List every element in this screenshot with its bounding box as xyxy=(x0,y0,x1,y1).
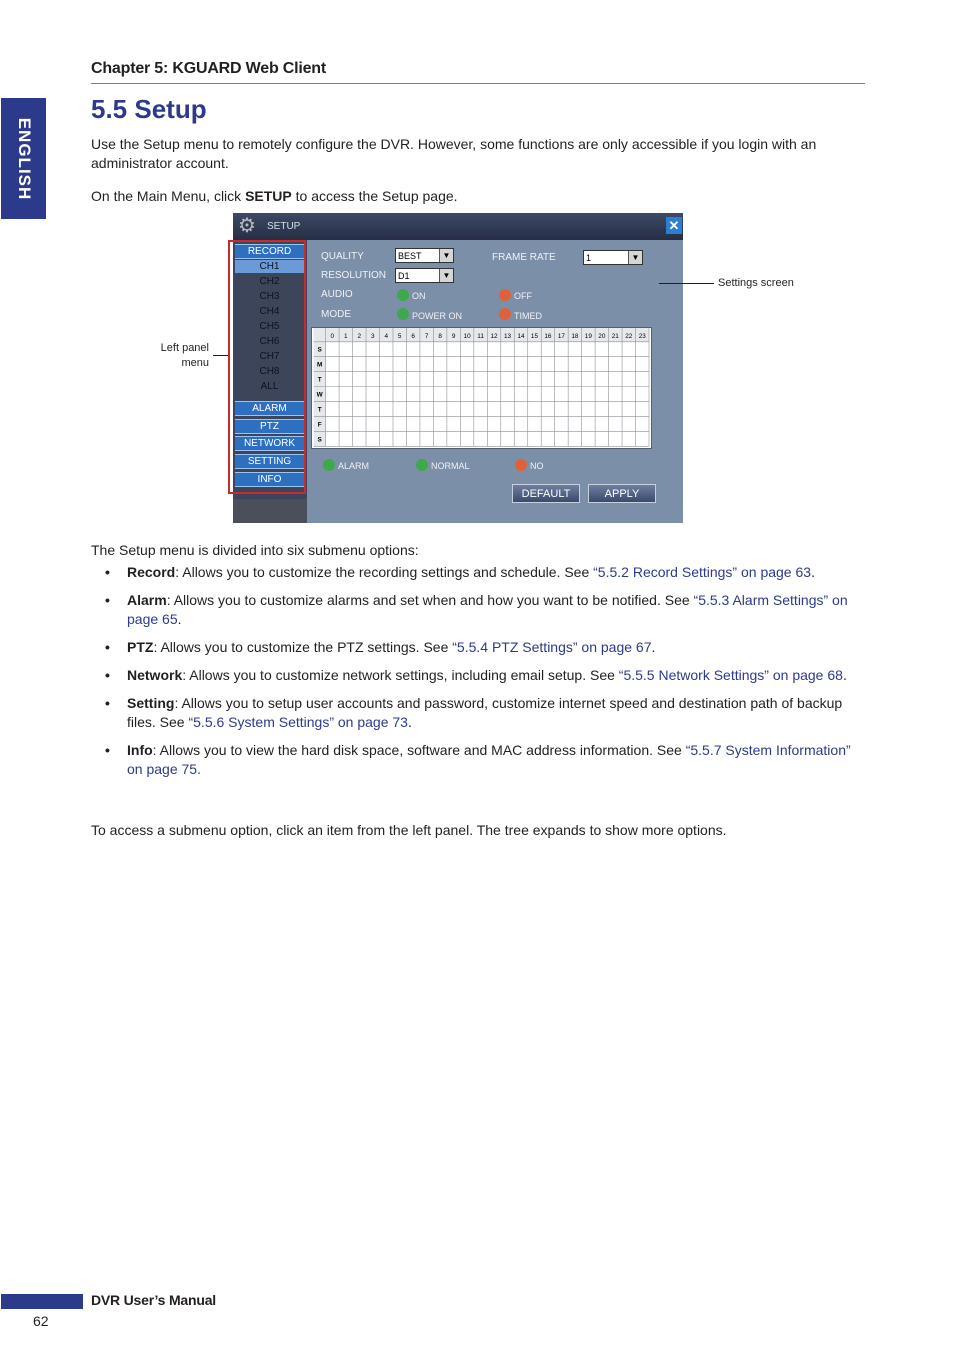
left-panel-callout-line2: menu xyxy=(181,357,209,369)
menu-ch1[interactable]: CH1 xyxy=(235,260,304,273)
close-button[interactable]: ✕ xyxy=(666,217,682,234)
bullet-end: . xyxy=(811,564,815,580)
left-panel-callout-line1: Left panel xyxy=(160,342,209,354)
quality-select[interactable] xyxy=(395,248,454,263)
menu-ch2[interactable]: CH2 xyxy=(259,276,280,287)
left-panel-callout-line xyxy=(213,355,228,356)
bullet-link[interactable]: “5.5.6 System Settings” on page 73 xyxy=(188,714,408,730)
grid-hour-label: 14 xyxy=(517,332,525,340)
menu-all[interactable]: ALL xyxy=(260,381,279,392)
gear-icon: ⚙ xyxy=(238,215,256,237)
bullet-text: : Allows you to setup user accounts and password, customize internet speed and destination path of backup files. See xyxy=(127,695,843,730)
mode-timed-radio-icon[interactable] xyxy=(499,308,511,320)
frame-rate-value: 1 xyxy=(586,253,592,263)
section-title: 5.5 Setup xyxy=(91,94,207,124)
grid-day-label: F xyxy=(317,421,322,429)
legend-normal-icon xyxy=(416,459,428,471)
mode-power-on-radio-icon[interactable] xyxy=(397,308,409,320)
menu-network[interactable]: NETWORK xyxy=(235,436,304,451)
legend-normal-label: NORMAL xyxy=(431,461,470,471)
frame-rate-label: FRAME RATE xyxy=(492,252,556,263)
grid-hour-label: 12 xyxy=(490,332,498,340)
frame-rate-select[interactable] xyxy=(583,250,643,265)
bullet-end: . xyxy=(177,611,182,627)
chevron-down-icon: ▼ xyxy=(628,251,642,264)
instruction-suffix: to access the Setup page. xyxy=(291,188,458,204)
bullet-term: Setting xyxy=(127,695,175,711)
audio-off-radio-icon[interactable] xyxy=(499,289,511,301)
grid-day-label: T xyxy=(317,376,322,384)
bullet-term: Alarm xyxy=(127,592,167,608)
left-panel-highlight xyxy=(228,240,306,494)
menu-ch3[interactable]: CH3 xyxy=(259,291,280,302)
chevron-down-icon: ▼ xyxy=(439,249,453,262)
window-title: SETUP xyxy=(267,221,301,232)
side-tab-label: ENGLISH xyxy=(14,117,34,200)
grid-hour-label: 10 xyxy=(463,332,471,340)
grid-hour-label: 3 xyxy=(370,332,375,340)
grid-day-label: S xyxy=(317,436,322,444)
grid-hour-label: 0 xyxy=(330,332,335,340)
bullet-text: : Allows you to customize the PTZ settings. See xyxy=(153,639,453,655)
grid-hour-label: 9 xyxy=(451,332,456,340)
chapter-rule xyxy=(91,83,865,84)
menu-ch8[interactable]: CH8 xyxy=(259,366,280,377)
chevron-down-icon: ▼ xyxy=(439,269,453,282)
grid-hour-label: 17 xyxy=(557,332,565,340)
grid-day-label: M xyxy=(317,361,323,369)
menu-ch5[interactable]: CH5 xyxy=(259,321,280,332)
menu-ch7[interactable]: CH7 xyxy=(259,351,280,362)
left-panel-callout xyxy=(140,341,209,371)
grid-hour-label: 6 xyxy=(411,332,415,340)
list-item: • Info: Allows you to view the hard disk space, software and MAC address information. See “5.5.7 System Information” on page 75. xyxy=(105,742,851,777)
legend-no-label: NO xyxy=(530,461,544,471)
mode-power-on-label: POWER ON xyxy=(412,311,463,321)
legend-alarm-label: ALARM xyxy=(338,461,370,471)
bullet-link[interactable]: “5.5.4 PTZ Settings” on page 67 xyxy=(452,639,652,655)
default-button[interactable]: DEFAULT xyxy=(512,484,580,503)
bullet-text: : Allows you to customize alarms and set when and how you want to be notified. See xyxy=(166,592,694,608)
menu-info[interactable]: INFO xyxy=(235,472,304,487)
closing-paragraph: To access a submenu option, click an item from the left panel. The tree expands to show more options. xyxy=(91,822,727,838)
grid-hour-label: 8 xyxy=(438,332,442,340)
legend-no-icon xyxy=(515,459,527,471)
grid-hour-label: 20 xyxy=(598,332,606,340)
menu-ptz[interactable]: PTZ xyxy=(235,419,304,434)
settings-callout-line xyxy=(659,283,714,284)
bullet-text: : Allows you to view the hard disk space, software and MAC address information. See xyxy=(152,742,686,758)
grid-day-label: S xyxy=(317,346,322,354)
bullet-text: : Allows you to customize the recording settings and schedule. See xyxy=(175,564,594,580)
bullet-link[interactable]: “5.5.2 Record Settings” on page 63 xyxy=(593,564,812,580)
instruction-prefix: On the Main Menu, click xyxy=(91,188,246,204)
list-item: • Record: Allows you to customize the recording settings and schedule. See “5.5.2 Record Settings” on page 63. xyxy=(105,564,815,580)
instruction-bold: SETUP xyxy=(245,188,292,204)
menu-record[interactable]: RECORD xyxy=(235,244,304,259)
bullet-term: PTZ xyxy=(127,639,154,655)
list-item: • Setting: Allows you to setup user accounts and password, customize internet speed and destination path of backup files. See “5.5.6 System Settings” on page 73. xyxy=(105,695,843,730)
grid-hour-label: 11 xyxy=(477,332,484,340)
grid-hour-label: 1 xyxy=(344,332,348,340)
bullet-end: . xyxy=(407,714,412,730)
intro-paragraph: Use the Setup menu to remotely configure the DVR. However, some functions are only accessible if you login with an administrator account. xyxy=(91,136,817,171)
footer-manual-title: DVR User’s Manual xyxy=(91,1292,216,1308)
apply-button[interactable]: APPLY xyxy=(588,484,656,503)
mode-timed-label: TIMED xyxy=(514,311,542,321)
menu-ch4[interactable]: CH4 xyxy=(259,306,280,317)
audio-off-label: OFF xyxy=(514,291,532,301)
language-side-tab xyxy=(1,98,46,219)
chapter-heading: Chapter 5: KGUARD Web Client xyxy=(91,60,327,77)
legend-alarm-icon xyxy=(323,459,335,471)
left-panel-footer xyxy=(233,499,307,523)
page-number: 62 xyxy=(33,1313,49,1329)
grid-hour-label: 5 xyxy=(397,332,402,340)
audio-on-label: ON xyxy=(412,291,426,301)
bullet-term: Info xyxy=(127,742,153,758)
list-item: • Network: Allows you to customize network settings, including email setup. See “5.5.5 Network Settings” on page 68. xyxy=(105,667,847,683)
grid-hour-label: 22 xyxy=(625,332,633,340)
quality-value: BEST xyxy=(398,251,422,261)
grid-hour-label: 18 xyxy=(571,332,579,340)
footer-bar xyxy=(1,1294,83,1309)
grid-hour-label: 4 xyxy=(384,332,389,340)
bullet-link[interactable]: “5.5.5 Network Settings” on page 68 xyxy=(618,667,843,683)
grid-day-label: T xyxy=(317,406,322,414)
bullet-text: : Allows you to customize network settings, including email setup. See xyxy=(182,667,619,683)
schedule-grid[interactable] xyxy=(311,327,652,449)
grid-day-label: W xyxy=(316,391,323,399)
grid-hour-label: 13 xyxy=(503,332,512,340)
mode-label: MODE xyxy=(321,309,351,320)
bullet-end: . xyxy=(842,667,847,683)
window-titlebar xyxy=(233,213,683,240)
submenu-list xyxy=(91,563,863,779)
bullet-term: Record xyxy=(127,564,176,580)
bullet-term: Network xyxy=(127,667,183,683)
audio-label: AUDIO xyxy=(321,289,353,300)
quality-label: QUALITY xyxy=(321,251,364,262)
bullet-end: . xyxy=(651,639,656,655)
list-item: • Alarm: Allows you to customize alarms and set when and how you want to be notified. See “5.5.3 Alarm Settings” on page 65. xyxy=(105,592,848,627)
settings-screen-callout: Settings screen xyxy=(718,277,794,289)
menu-ch6[interactable]: CH6 xyxy=(259,336,280,347)
resolution-select[interactable] xyxy=(395,268,454,283)
instruction-paragraph xyxy=(91,187,861,206)
grid-hour-label: 21 xyxy=(611,332,619,340)
bullet-link[interactable]: “5.5.3 Alarm Settings” on page 65 xyxy=(127,592,848,627)
grid-hour-label: 15 xyxy=(530,332,539,340)
resolution-value: D1 xyxy=(398,271,410,281)
grid-hour-label: 19 xyxy=(584,332,592,340)
submenu-intro: The Setup menu is divided into six submenu options: xyxy=(91,542,419,558)
resolution-label: RESOLUTION xyxy=(321,270,387,281)
grid-hour-label: 23 xyxy=(638,332,646,340)
bullet-link[interactable]: “5.5.7 System Information” on page 75. xyxy=(127,742,851,777)
menu-alarm[interactable]: ALARM xyxy=(235,401,304,416)
list-item: • PTZ: Allows you to customize the PTZ settings. See “5.5.4 PTZ Settings” on page 67. xyxy=(105,639,656,655)
audio-on-radio-icon[interactable] xyxy=(397,289,409,301)
grid-hour-label: 2 xyxy=(357,332,362,340)
menu-setting[interactable]: SETTING xyxy=(235,454,304,469)
grid-hour-label: 16 xyxy=(544,332,552,340)
grid-hour-label: 7 xyxy=(424,332,429,340)
